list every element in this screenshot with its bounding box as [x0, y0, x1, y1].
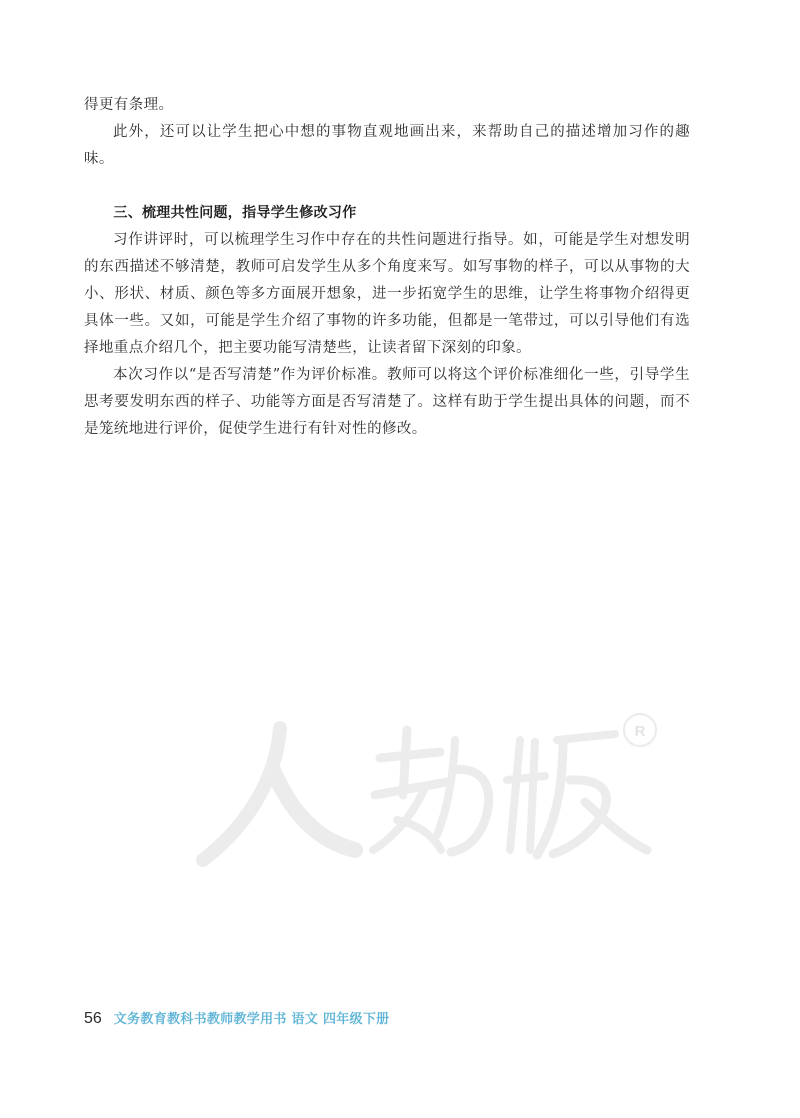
- page-footer: [84, 1008, 389, 1032]
- paragraph-continuation: 得更有条理。: [84, 97, 174, 113]
- paragraph-drawing-tip: 此外，还可以让学生把心中想的事物直观地画出来，来帮助自己的描述增加习作的趣味。: [84, 124, 690, 167]
- publisher-watermark-logo: [185, 700, 665, 880]
- paragraph-common-problems: 习作讲评时，可以梳理学生习作中存在的共性问题进行指导。如，可能是学生对想发明的东西描述不够清楚，教师可启发学生从多个角度来写。如写事物的样子，可以从事物的大小、形状、材质、颜色等多方面展开想象，进一步拓宽学生的思维，让学生将事物介绍得更具体一些。又如，可能是学生介绍了事物的许多功能，但都是一笔带过，可以引导他们有选择地重点介绍几个，把主要功能写清楚些，让读者留下深刻的印象。: [84, 232, 690, 356]
- paragraph-evaluation-standard: 本次习作以“是否写清楚”作为评价标准。教师可以将这个评价标准细化一些，引导学生思考要发明东西的样子、功能等方面是否写清楚了。这样有助于学生提出具体的问题，而不是笼统地进行评价，促使学生进行有针对性的修改。: [84, 367, 690, 437]
- book-title: 文务教育教科书教师教学用书 语文 四年级下册: [113, 1012, 390, 1027]
- registered-mark: R: [634, 723, 646, 740]
- page-number: 56: [84, 1010, 102, 1027]
- section-heading: 三、梳理共性问题，指导学生修改习作: [113, 205, 357, 221]
- document-body: [84, 92, 690, 443]
